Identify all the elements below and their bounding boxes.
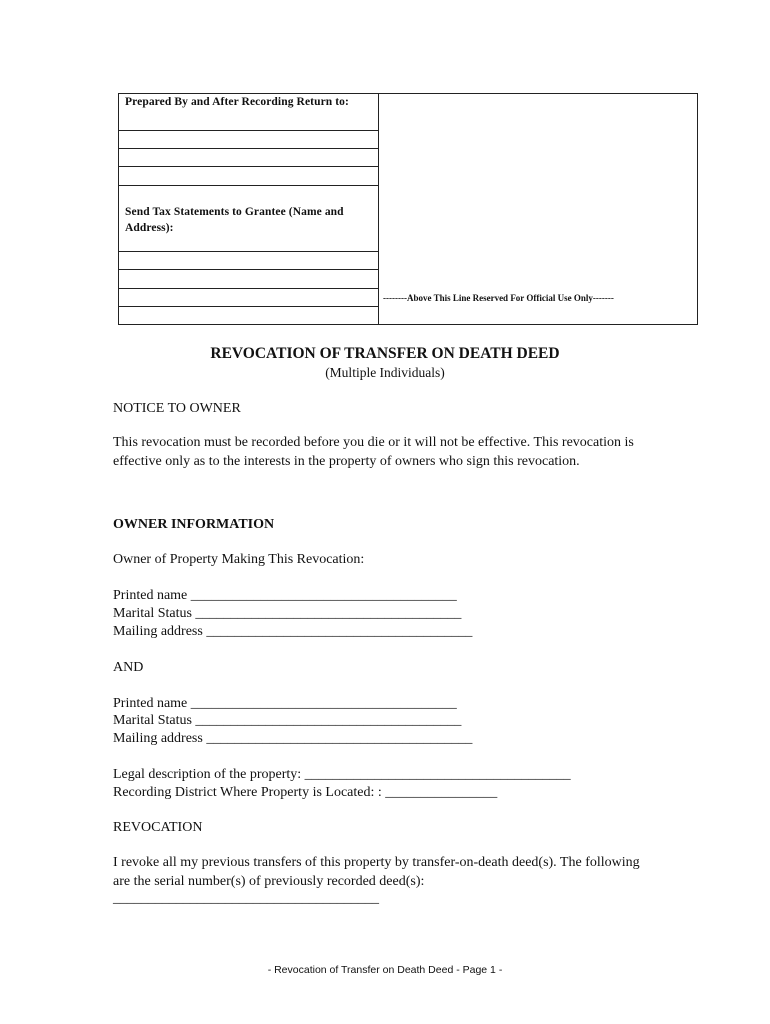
and-label: AND: [113, 660, 144, 675]
return-to-line-4: [119, 185, 378, 186]
owner-info-heading: OWNER INFORMATION: [113, 517, 275, 532]
page-footer: - Revocation of Transfer on Death Deed - Page 1 -: [267, 964, 503, 976]
owner1-marital-status: Marital Status ______________________________________: [113, 606, 462, 621]
owner2-mailing-address: Mailing address ______________________________________: [113, 731, 473, 746]
return-to-line-2: [119, 148, 378, 149]
owner2-printed-name: Printed name ______________________________________: [113, 696, 457, 711]
return-to-line-1: [119, 130, 378, 131]
reserved-official-use-note: --------Above This Line Reserved For Official Use Only-------: [383, 293, 614, 303]
recording-left-column: [119, 94, 379, 324]
owner-intro: Owner of Property Making This Revocation:: [113, 552, 365, 567]
return-to-line-3: [119, 166, 378, 167]
legal-description: Legal description of the property: ______________________________________: [113, 767, 571, 782]
prepared-by-label: Prepared By and After Recording Return to:: [125, 96, 349, 108]
owner2-marital-status: Marital Status ______________________________________: [113, 713, 462, 728]
grantee-line-2: [119, 269, 378, 270]
document-title: REVOCATION OF TRANSFER ON DEATH DEED: [210, 345, 560, 362]
recording-info-box: [118, 93, 698, 325]
owner1-printed-name: Printed name ______________________________________: [113, 588, 457, 603]
grantee-line-4: [119, 306, 378, 307]
owner1-mailing-address: Mailing address ______________________________________: [113, 624, 473, 639]
grantee-line-3: [119, 288, 378, 289]
notice-heading: NOTICE TO OWNER: [113, 401, 241, 416]
recording-district: Recording District Where Property is Located: : ________________: [113, 785, 498, 800]
send-tax-label: Send Tax Statements to Grantee (Name and Address):: [125, 206, 344, 234]
grantee-line-1: [119, 251, 378, 252]
document-subtitle: (Multiple Individuals): [325, 365, 445, 380]
notice-text: This revocation must be recorded before you die or it will not be effective. This revocation is effective only as to the interests in the property of owners who sign this revocation.: [113, 435, 634, 469]
revocation-heading: REVOCATION: [113, 820, 203, 835]
revocation-text: I revoke all my previous transfers of this property by transfer-on-death deed(s). The following are the serial number(s) of previously recorded deed(s):: [113, 855, 640, 889]
serial-number-blank: ______________________________________: [113, 891, 379, 906]
